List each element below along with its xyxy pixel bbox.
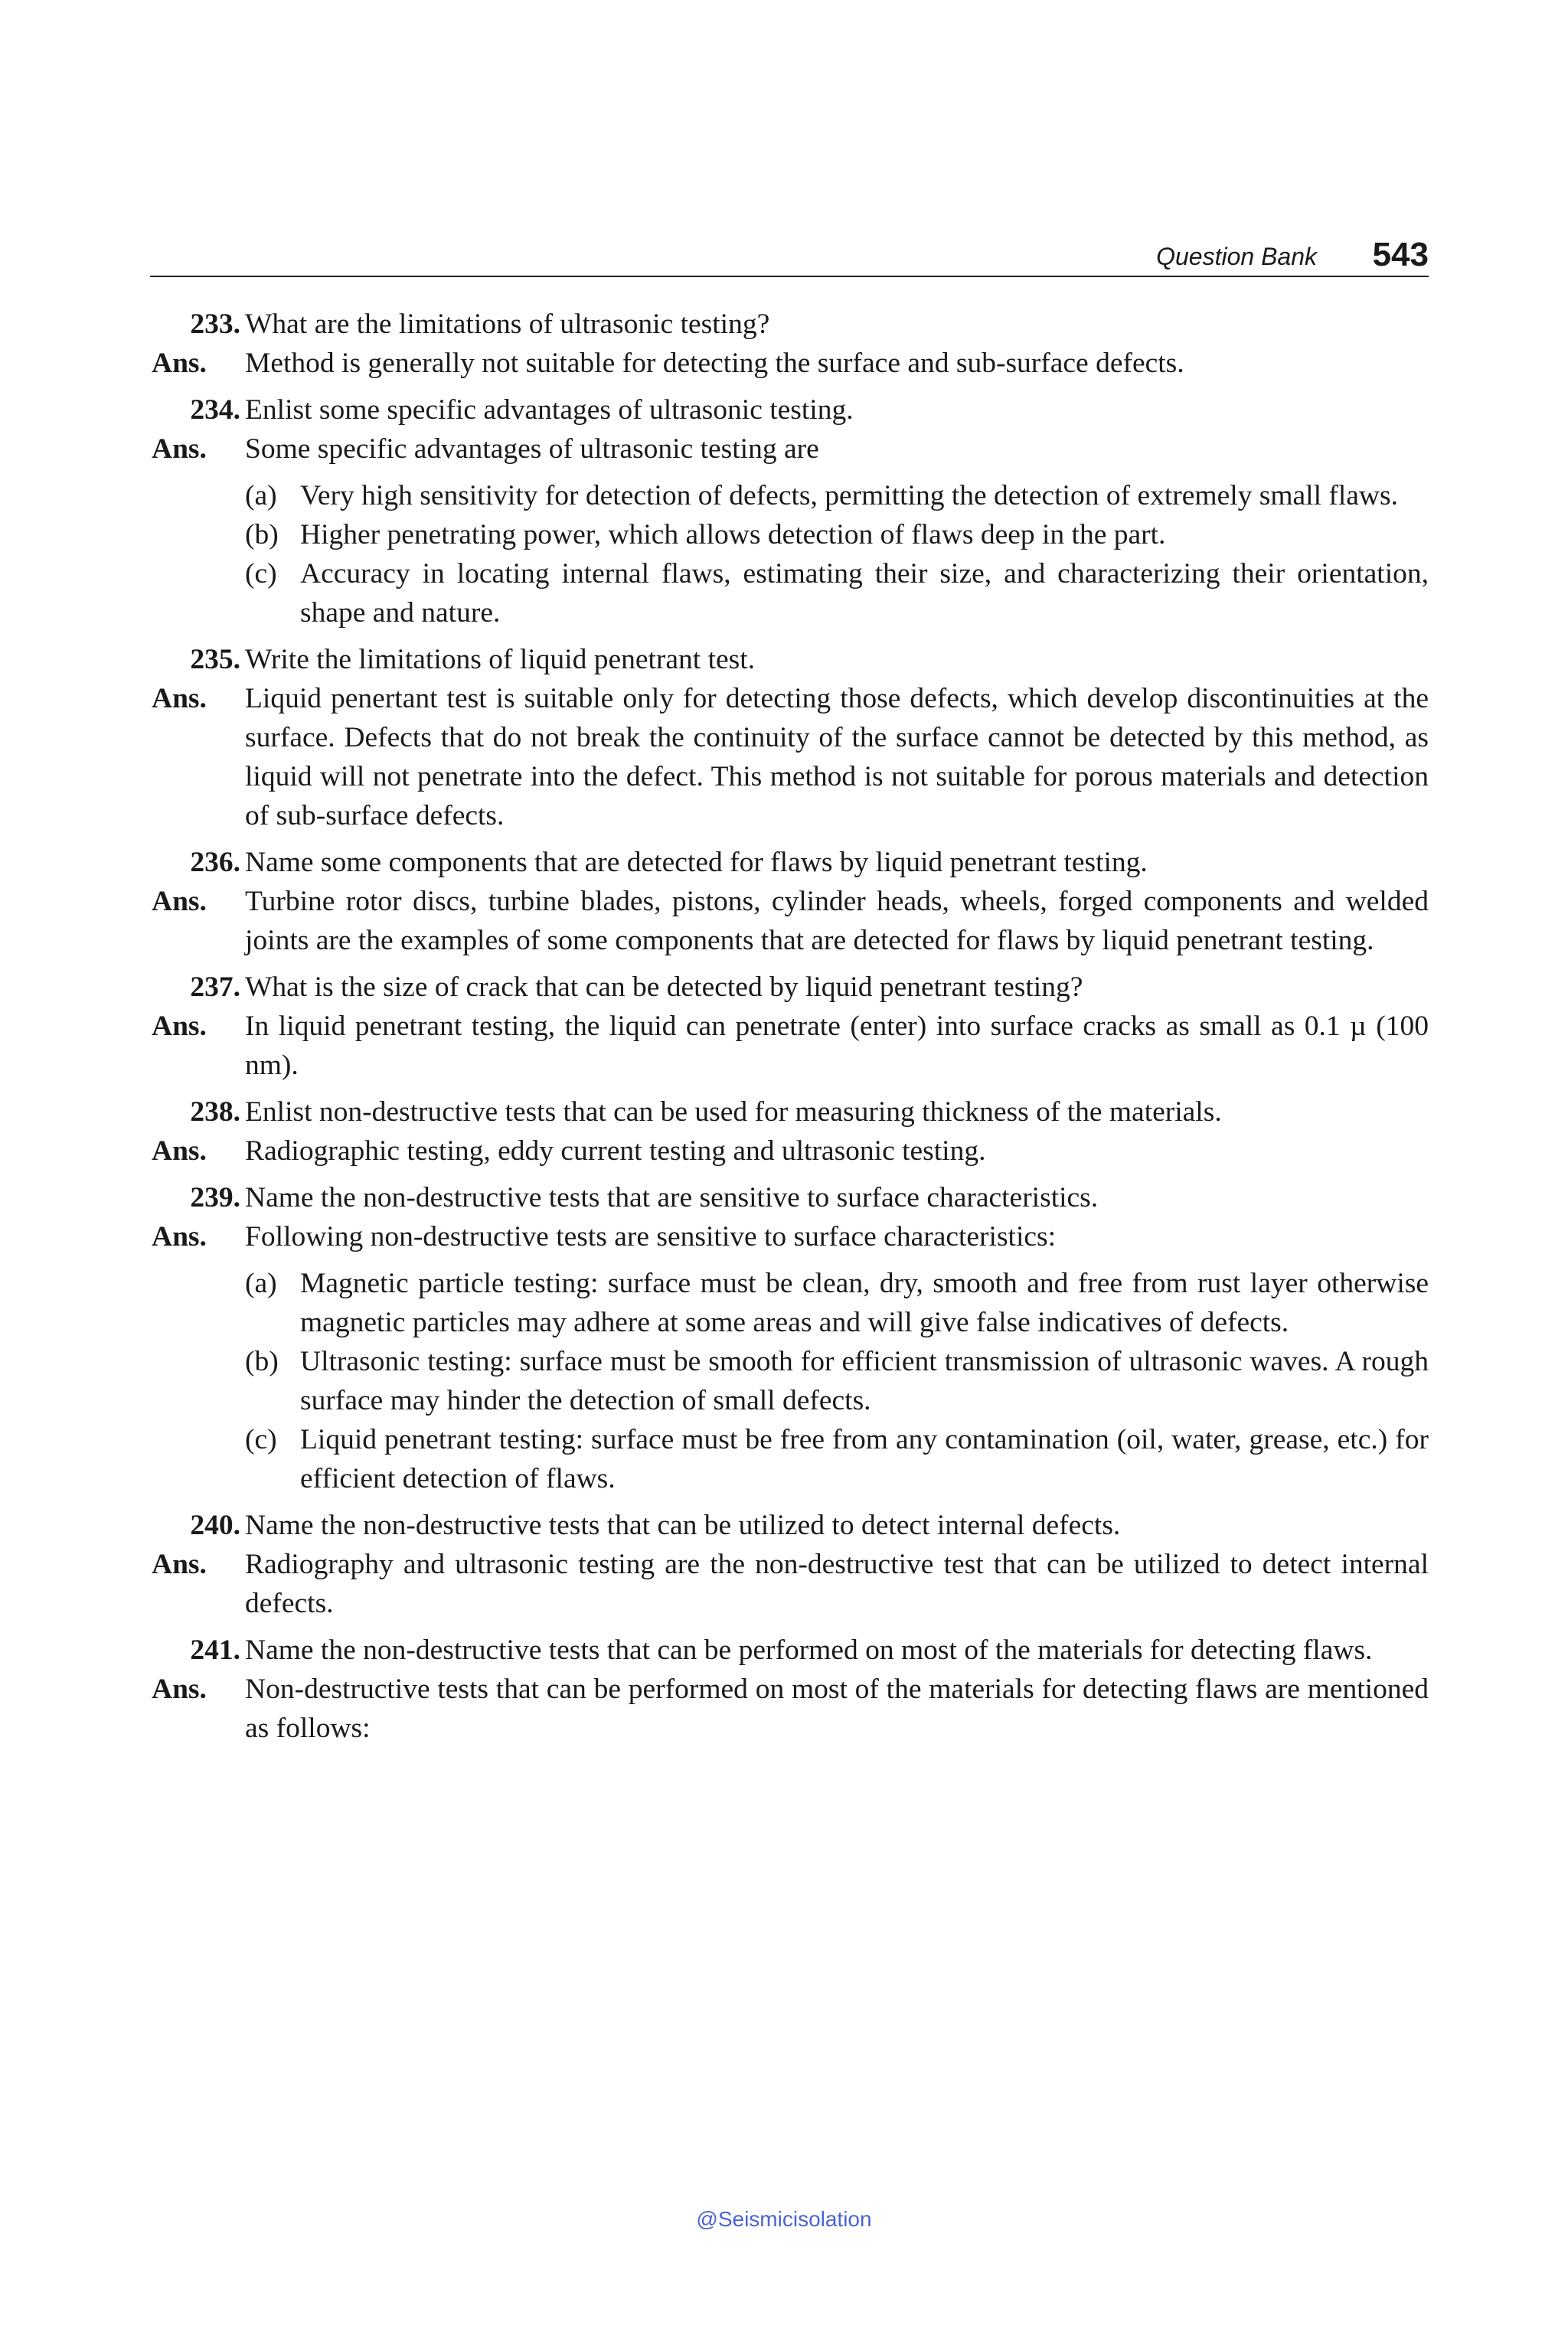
answer-label: Ans. (152, 1135, 207, 1167)
answer-row (150, 429, 1429, 469)
question-number: 238. (190, 1096, 240, 1128)
question-number: 233. (190, 309, 240, 340)
answer-label: Ans. (152, 433, 207, 465)
list-item (245, 515, 1429, 554)
answer-label: Ans. (152, 683, 207, 714)
question-text: Name some components that are detected for flaws by liquid penetrant testing. (245, 847, 1148, 878)
question-row (150, 843, 1429, 882)
question-text: Name the non-destructive tests that are sensitive to surface characteristics. (245, 1182, 1099, 1213)
question-row (150, 1631, 1429, 1670)
question-number: 237. (190, 972, 240, 1003)
answer-label: Ans. (152, 886, 207, 917)
list-item-text: Liquid penetrant testing: surface must be free from any contamination (oil, water, grease, etc.) for efficient detection of flaws. (300, 1424, 1429, 1494)
list-item-text: Higher penetrating power, which allows detection of flaws deep in the part. (300, 519, 1166, 550)
answer-text: Radiographic testing, eddy current testing and ultrasonic testing. (245, 1135, 986, 1167)
question-row (150, 305, 1429, 344)
answer-text: In liquid penetrant testing, the liquid can penetrate (enter) into surface cracks as small as 0.1 µ (100 nm). (245, 1011, 1429, 1081)
question-text: Name the non-destructive tests that can be utilized to detect internal defects. (245, 1510, 1121, 1541)
answer-row (150, 1217, 1429, 1256)
question-text: Enlist some specific advantages of ultrasonic testing. (245, 394, 854, 426)
page-header (150, 227, 1429, 277)
answer-label: Ans. (152, 1549, 207, 1580)
question-row (150, 390, 1429, 429)
question-text: Enlist non-destructive tests that can be used for measuring thickness of the materials. (245, 1096, 1222, 1128)
question-row (150, 1092, 1429, 1132)
answer-row (150, 344, 1429, 383)
answer-row (150, 1670, 1429, 1748)
running-title: Question Bank (1156, 243, 1317, 270)
question-number: 240. (190, 1510, 240, 1541)
question-number: 241. (190, 1634, 240, 1666)
answer-text: Liquid penertant test is suitable only for detecting those defects, which develop discontinuities at the surface. Defects that do not break the continuity of the surface cannot be detected by this method, as liquid will not penetrate into the defect. This method is not suitable for porous materials and detection of sub-surface defects. (245, 683, 1429, 831)
list-item-marker: (b) (245, 519, 279, 550)
list-item-marker: (c) (245, 1424, 277, 1455)
answer-text: Some specific advantages of ultrasonic testing are (245, 433, 819, 465)
answer-label: Ans. (152, 1674, 207, 1705)
list-item (245, 1420, 1429, 1498)
list-item (245, 1342, 1429, 1420)
answer-text: Turbine rotor discs, turbine blades, pistons, cylinder heads, wheels, forged components and welded joints are the examples of some components that are detected for flaws by liquid penetrant testing. (245, 886, 1429, 956)
list-item-text: Accuracy in locating internal flaws, estimating their size, and characterizing their orientation, shape and nature. (300, 558, 1429, 629)
answer-sublist (245, 1264, 1429, 1498)
question-text: What is the size of crack that can be detected by liquid penetrant testing? (245, 972, 1083, 1003)
list-item-text: Magnetic particle testing: surface must be clean, dry, smooth and free from rust layer otherwise magnetic particles may adhere at some areas and will give false indicatives of defects. (300, 1268, 1429, 1338)
question-row (150, 640, 1429, 679)
question-number: 239. (190, 1182, 240, 1213)
list-item (245, 476, 1429, 515)
list-item-text: Very high sensitivity for detection of defects, permitting the detection of extremely small flaws. (300, 480, 1398, 511)
question-number: 235. (190, 644, 240, 675)
question-row (150, 1178, 1429, 1217)
question-list (150, 305, 1429, 1748)
question-text: Name the non-destructive tests that can be performed on most of the materials for detecting flaws. (245, 1634, 1373, 1666)
question-text: Write the limitations of liquid penetrant test. (245, 644, 756, 675)
answer-text: Non-destructive tests that can be performed on most of the materials for detecting flaws are mentioned as follows: (245, 1674, 1429, 1744)
answer-text: Method is generally not suitable for detecting the surface and sub-surface defects. (245, 348, 1184, 379)
answer-label: Ans. (152, 348, 207, 379)
question-text: What are the limitations of ultrasonic testing? (245, 309, 770, 340)
list-item-marker: (b) (245, 1346, 279, 1377)
page-number: 543 (1372, 236, 1429, 273)
question-number: 236. (190, 847, 240, 878)
answer-text: Following non-destructive tests are sensitive to surface characteristics: (245, 1221, 1057, 1252)
answer-label: Ans. (152, 1221, 207, 1252)
answer-row (150, 679, 1429, 835)
list-item (245, 554, 1429, 632)
answer-label: Ans. (152, 1011, 207, 1042)
answer-row (150, 1007, 1429, 1085)
answer-row (150, 882, 1429, 960)
answer-text: Radiography and ultrasonic testing are the non-destructive test that can be utilized to detect internal defects. (245, 1549, 1429, 1619)
list-item (245, 1264, 1429, 1342)
answer-row (150, 1132, 1429, 1171)
answer-sublist (245, 476, 1429, 632)
list-item-text: Ultrasonic testing: surface must be smooth for efficient transmission of ultrasonic waves. A rough surface may hinder the detection of small defects. (300, 1346, 1429, 1416)
list-item-marker: (c) (245, 558, 277, 589)
watermark: @Seismicisolation (696, 2207, 872, 2231)
question-row (150, 968, 1429, 1007)
question-number: 234. (190, 394, 240, 426)
list-item-marker: (a) (245, 1268, 277, 1299)
question-row (150, 1506, 1429, 1545)
list-item-marker: (a) (245, 480, 277, 511)
answer-row (150, 1545, 1429, 1623)
